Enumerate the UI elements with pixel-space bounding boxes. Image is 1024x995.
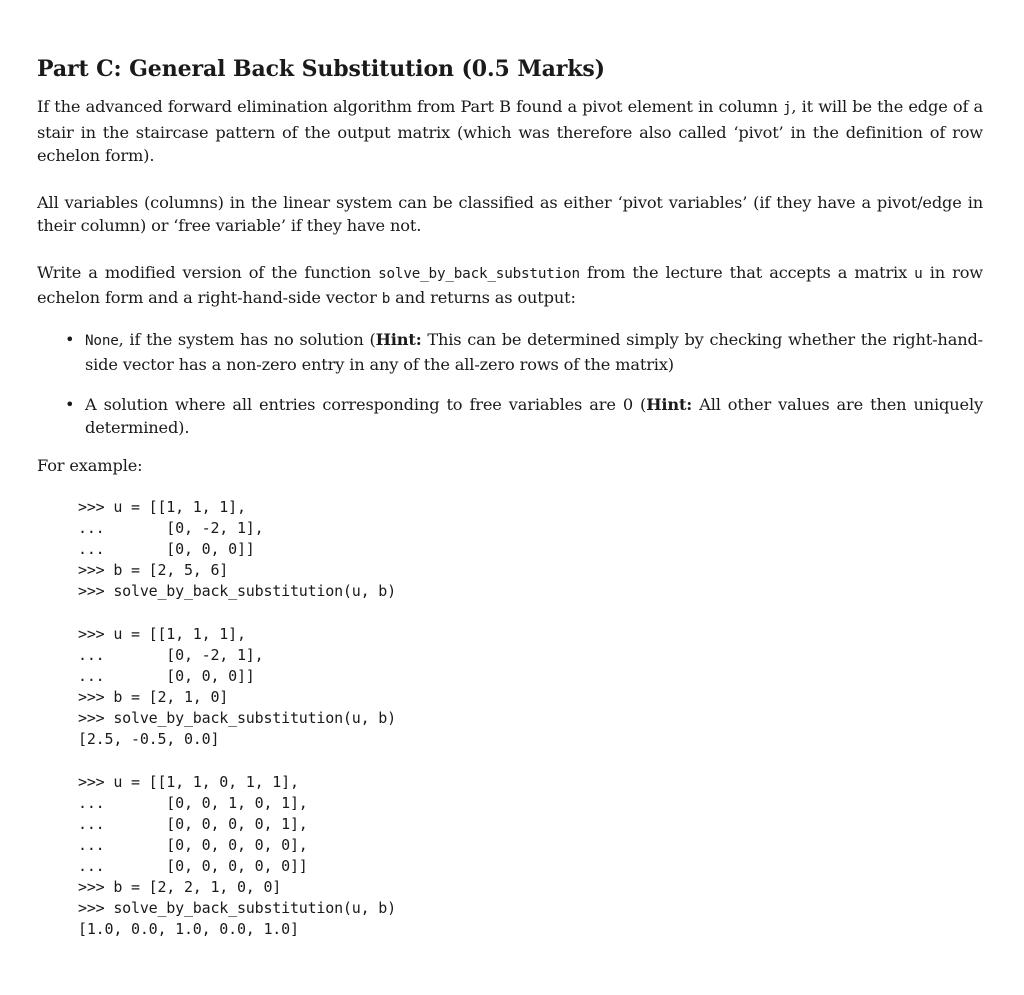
code-example-no-solution: >>> u = [[1, 1, 1], ... [0, -2, 1], ... [0, 0, 0]] >>> b = [2, 5, 6] >>> solve_by_back_substitution(u, b) [78, 498, 396, 600]
inline-code-function-name: solve_by_back_substution [378, 265, 580, 282]
output-requirements-list [37, 328, 983, 440]
inline-code-none: None [85, 332, 119, 349]
section-title: Part C: General Back Substitution (0.5 Marks) [37, 56, 605, 82]
inline-code-b: b [381, 291, 391, 307]
bullet-icon: • [65, 394, 75, 414]
hint-label: Hint: [375, 329, 422, 349]
inline-code-j: j [783, 100, 792, 116]
inline-code-u: u [914, 265, 923, 282]
example-label: For example: [37, 455, 143, 475]
bullet-icon: • [65, 329, 75, 349]
list-item-solution-case: • A solution where all entries corresponding to free variables are 0 (Hint: All other values are then uniquely determined). [65, 394, 983, 437]
code-example-free-variables: >>> u = [[1, 1, 0, 1, 1], ... [0, 0, 1, 0, 1], ... [0, 0, 0, 0, 1], ... [0, 0, 0, 0, 0], ... [0, 0, 0, 0, 0]] >>> b = [2, 2, 1, 0, 0] >>> solve_by_back_substitution(u, b) [1.0, 0.0, 1.0, 0.0, 1.0] [78, 773, 396, 938]
document-page [37, 54, 983, 940]
paragraph-variable-classification: All variables (columns) in the linear system can be classified as either ‘pivot variables’ (if they have a pivot/edge in their column) or ‘free variable’ if they have not. [37, 192, 983, 235]
hint-label: Hint: [646, 394, 693, 414]
paragraph-pivot-explanation: If the advanced forward elimination algorithm from Part B found a pivot element in column j, it will be the edge of a stair in the staircase pattern of the output matrix (which was therefore also called ‘pivot’ in the definition of row echelon form). [37, 97, 984, 165]
list-item-none-case: • None, if the system has no solution (Hint: This can be determined simply by checking whether the right-hand-side vector has a non-zero entry in any of the all-zero rows of the matrix) [65, 329, 983, 374]
code-example-unique-solution: >>> u = [[1, 1, 1], ... [0, -2, 1], ... [0, 0, 0]] >>> b = [2, 1, 0] >>> solve_by_back_substitution(u, b) [2.5, -0.5, 0.0] [78, 625, 396, 748]
paragraph-task-description: Write a modified version of the function solve_by_back_substution from the lecture that accepts a matrix u in row echelon form and a right-hand-side vector b and returns as output: [37, 262, 983, 307]
